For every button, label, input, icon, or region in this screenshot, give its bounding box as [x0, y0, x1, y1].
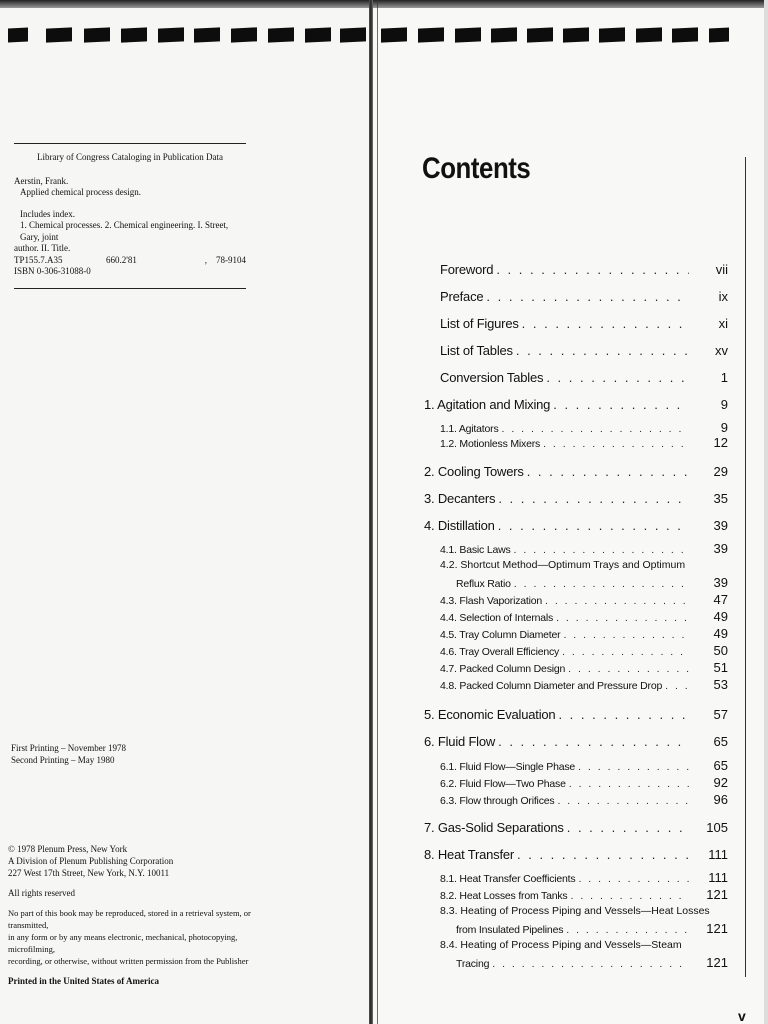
publisher-division: A Division of Plenum Publishing Corporation — [8, 856, 174, 866]
toc-entry-page: 65 — [713, 734, 728, 749]
toc-entry-page: 49 — [713, 609, 728, 624]
cip-subjects-cont: author. II. Title. — [14, 243, 71, 253]
toc-entry-label: 4.6. Tray Overall Efficiency — [440, 646, 560, 658]
toc-entry-page: 51 — [713, 660, 728, 675]
toc-entry-label: 8. Heat Transfer — [424, 847, 515, 862]
toc-entry-page: xi — [718, 316, 728, 331]
toc-entry-page: 65 — [713, 758, 728, 773]
toc-entry-label: 1. Agitation and Mixing — [424, 397, 551, 412]
cip-lccn-separator: , — [204, 254, 207, 265]
toc-entry-label: 4.4. Selection of Internals — [440, 612, 554, 624]
toc-entry-page: 35 — [713, 491, 728, 506]
toc-entry-label: 8.2. Heat Losses from Tanks — [440, 890, 568, 902]
toc-entry-label: 6.3. Flow through Orifices — [440, 795, 555, 807]
toc-entry-page: 1 — [720, 370, 728, 385]
toc-entry — [440, 289, 728, 304]
toc-section — [440, 626, 728, 641]
toc-entry-label: 1.2. Motionless Mixers — [440, 438, 541, 450]
cip-title: Library of Congress Cataloging in Publication Data — [37, 152, 223, 162]
toc-entry-label: List of Tables — [440, 343, 513, 358]
toc-section — [440, 870, 728, 885]
toc-entry-label: 4.8. Packed Column Diameter and Pressure Drop — [440, 680, 663, 692]
toc-section — [440, 775, 728, 790]
toc-entry-label: 6. Fluid Flow — [424, 734, 496, 749]
toc-entry-label: Tracing — [456, 958, 490, 970]
cip-subjects: 1. Chemical processes. 2. Chemical engineering. I. Street, Gary, joint — [20, 220, 229, 242]
toc-entry-label: 6.1. Fluid Flow—Single Phase — [440, 761, 576, 773]
toc-entry-page: 121 — [706, 921, 728, 936]
copyright-notice: © 1978 Plenum Press, New York — [8, 844, 128, 854]
toc-section — [440, 887, 728, 902]
toc-section — [440, 643, 728, 658]
toc-entry-label: 3. Decanters — [424, 491, 496, 506]
toc-entry-label: 4.5. Tray Column Diameter — [440, 629, 561, 641]
toc-entry-page: 111 — [708, 847, 728, 862]
first-printing: First Printing – November 1978 — [11, 743, 126, 753]
toc-entry-page: ix — [718, 289, 728, 304]
toc-entry-label: 6.2. Fluid Flow—Two Phase — [440, 778, 566, 790]
toc-entry-label: List of Figures — [440, 316, 519, 331]
rights-statement-3: recording, or otherwise, without written permission from the Publisher — [8, 956, 249, 966]
toc-chapter — [424, 734, 728, 749]
toc-entry-page: 105 — [706, 820, 728, 835]
toc-entry-page: 121 — [706, 955, 728, 970]
toc-section — [440, 541, 728, 556]
toc-entry — [440, 370, 728, 385]
toc-section — [456, 955, 728, 970]
toc-section — [456, 575, 728, 590]
toc-entry-page: 111 — [708, 870, 728, 885]
toc-entry-label: 5. Economic Evaluation — [424, 707, 556, 722]
toc-chapter — [424, 491, 728, 506]
toc-entry-page: 29 — [713, 464, 728, 479]
page-number-marker: v — [738, 1008, 746, 1024]
toc-section — [440, 677, 728, 692]
publisher-address: 227 West 17th Street, New York, N.Y. 10011 — [8, 868, 170, 878]
toc-chapter — [424, 518, 728, 533]
cip-dewey: 660.2'81 — [106, 254, 137, 265]
toc-entry-page: 50 — [713, 643, 728, 658]
toc-entry-page: 9 — [720, 397, 728, 412]
toc-section — [440, 660, 728, 675]
toc-entry-label: 1.1. Agitators — [440, 423, 499, 435]
cip-lccn: 78-9104 — [216, 254, 246, 265]
toc-section — [440, 609, 728, 624]
rights-statement-2: in any form or by any means electronic, mechanical, photocopying, microfilming, — [8, 932, 238, 954]
toc-section-line1: 8.4. Heating of Process Piping and Vessels—Steam — [440, 939, 682, 951]
toc-section-line1: 8.3. Heating of Process Piping and Vessels—Heat Losses — [440, 905, 710, 917]
toc-entry-page: 39 — [713, 541, 728, 556]
toc-chapter — [424, 847, 728, 862]
toc-section — [456, 921, 728, 936]
rights-statement-1: No part of this book may be reproduced, stored in a retrieval system, or transmitted, — [8, 908, 251, 930]
toc-chapter — [424, 707, 728, 722]
cip-isbn: ISBN 0-306-31088-0 — [14, 266, 91, 276]
cip-note: Includes index. — [20, 208, 75, 219]
toc-entry-label: 4. Distillation — [424, 518, 495, 533]
toc-entry — [440, 343, 728, 358]
toc-entry-page: 96 — [713, 792, 728, 807]
printed-in: Printed in the United States of America — [8, 976, 159, 986]
cip-call-number: TP155.7.A35 — [14, 254, 63, 265]
second-printing: Second Printing – May 1980 — [11, 755, 115, 765]
toc-section — [440, 435, 728, 450]
toc-entry-label: Preface — [440, 289, 484, 304]
cip-author: Aerstin, Frank. — [14, 175, 69, 186]
toc-chapter — [424, 397, 728, 412]
toc-section — [440, 758, 728, 773]
toc-entry-label: 4.3. Flash Vaporization — [440, 595, 543, 607]
toc-entry-label: from Insulated Pipelines — [456, 924, 564, 936]
toc-entry-label: 4.1. Basic Laws — [440, 544, 511, 556]
toc-entry-label: Conversion Tables — [440, 370, 544, 385]
toc-entry-page: xv — [715, 343, 728, 358]
toc-entry-page: 39 — [713, 518, 728, 533]
toc-entry-page: 49 — [713, 626, 728, 641]
toc-entry-page: 53 — [713, 677, 728, 692]
cip-book-title: Applied chemical process design. — [20, 187, 141, 197]
toc-section — [440, 792, 728, 807]
toc-entry-page: 39 — [713, 575, 728, 590]
toc-entry-label: Foreword — [440, 262, 494, 277]
contents-heading: Contents — [422, 152, 531, 185]
toc-entry-label: 2. Cooling Towers — [424, 464, 524, 479]
rights-reserved: All rights reserved — [8, 888, 75, 898]
toc-chapter — [424, 820, 728, 835]
toc-entry-label: Reflux Ratio — [456, 578, 511, 590]
toc-section-line1: 4.2. Shortcut Method—Optimum Trays and Optimum — [440, 559, 686, 571]
toc-entry-label: 8.1. Heat Transfer Coefficients — [440, 873, 576, 885]
toc-entry-page: 12 — [713, 435, 728, 450]
toc-entry-page: 9 — [720, 420, 728, 435]
toc-entry-page: 47 — [713, 592, 728, 607]
toc-entry-page: vii — [715, 262, 728, 277]
toc-entry-page: 57 — [713, 707, 728, 722]
toc-chapter — [424, 464, 728, 479]
toc-entry-label: 4.7. Packed Column Design — [440, 663, 566, 675]
toc-entry — [440, 262, 728, 277]
toc-entry — [440, 316, 728, 331]
toc-entry-label: 7. Gas-Solid Separations — [424, 820, 564, 835]
toc-entry-page: 121 — [706, 887, 728, 902]
toc-section — [440, 420, 728, 435]
toc-section — [440, 592, 728, 607]
toc-entry-page: 92 — [713, 775, 728, 790]
